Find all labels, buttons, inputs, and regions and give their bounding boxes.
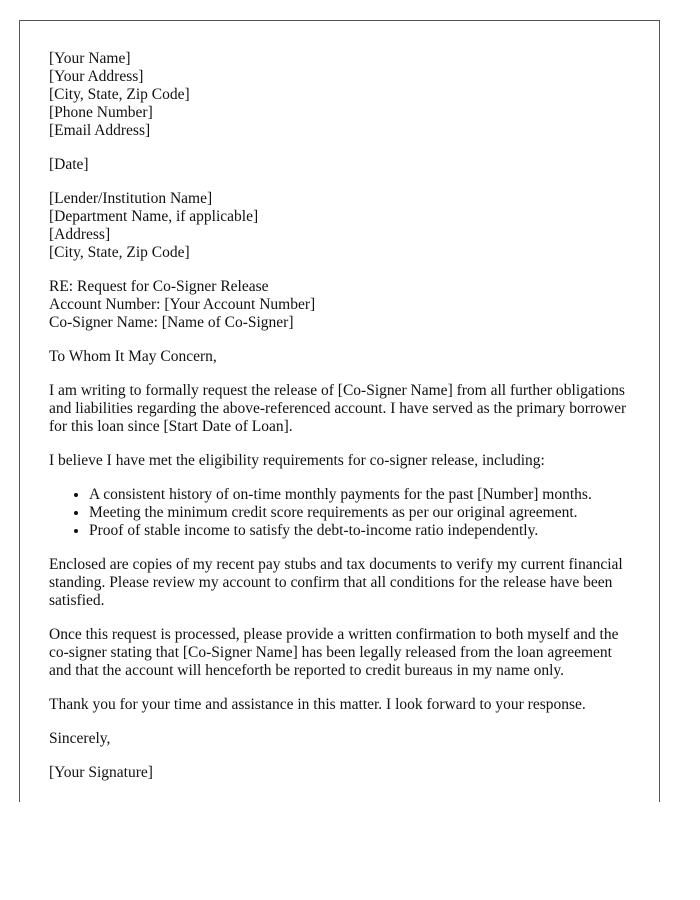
sender-phone: [Phone Number]: [49, 104, 153, 121]
letter-date: [Date]: [49, 156, 89, 173]
sender-block: [49, 50, 631, 140]
list-item: • A consistent history of on-time monthly payments for the past [Number] months.: [89, 486, 631, 504]
enclosed-paragraph: Enclosed are copies of my recent pay stubs and tax documents to verify my current financial standing. Please review my account to confirm that all conditions for the release have been satisfied.: [49, 556, 623, 609]
confirmation-paragraph: Once this request is processed, please provide a written confirmation to both myself and the co-signer stating that [Co-Signer Name] has been legally released from the loan agreement and that the account will henceforth be reported to credit bureaus in my name only.: [49, 626, 619, 679]
recipient-lender: [Lender/Institution Name]: [49, 190, 213, 207]
reference-subject: RE: Request for Co-Signer Release: [49, 278, 269, 295]
sender-email: [Email Address]: [49, 122, 151, 139]
letter-body: [49, 50, 631, 798]
sender-name: [Your Name]: [49, 50, 131, 67]
list-item: • Proof of stable income to satisfy the debt-to-income ratio independently.: [89, 522, 631, 540]
letter-page: [19, 20, 660, 802]
list-item: • Meeting the minimum credit score requirements as per our original agreement.: [89, 504, 631, 522]
recipient-department: [Department Name, if applicable]: [49, 208, 259, 225]
signature: [Your Signature]: [49, 764, 153, 781]
closing: Sincerely,: [49, 730, 111, 747]
recipient-city-state-zip: [City, State, Zip Code]: [49, 244, 190, 261]
thanks-paragraph: Thank you for your time and assistance in this matter. I look forward to your response.: [49, 696, 586, 713]
intro-paragraph: I am writing to formally request the release of [Co-Signer Name] from all further obligations and liabilities regarding the above-referenced account. I have served as the primary borrower for this loan since [Start Date of Loan].: [49, 382, 627, 435]
reference-account-number: Account Number: [Your Account Number]: [49, 296, 316, 313]
recipient-address: [Address]: [49, 226, 111, 243]
recipient-block: [49, 190, 631, 262]
reference-block: [49, 278, 631, 332]
eligibility-paragraph: I believe I have met the eligibility requirements for co-signer release, including:: [49, 452, 545, 469]
salutation: To Whom It May Concern,: [49, 348, 217, 365]
date-block: [49, 156, 631, 174]
sender-address: [Your Address]: [49, 68, 144, 85]
reference-cosigner-name: Co-Signer Name: [Name of Co-Signer]: [49, 314, 294, 331]
requirements-list: [49, 486, 631, 540]
sender-city-state-zip: [City, State, Zip Code]: [49, 86, 190, 103]
